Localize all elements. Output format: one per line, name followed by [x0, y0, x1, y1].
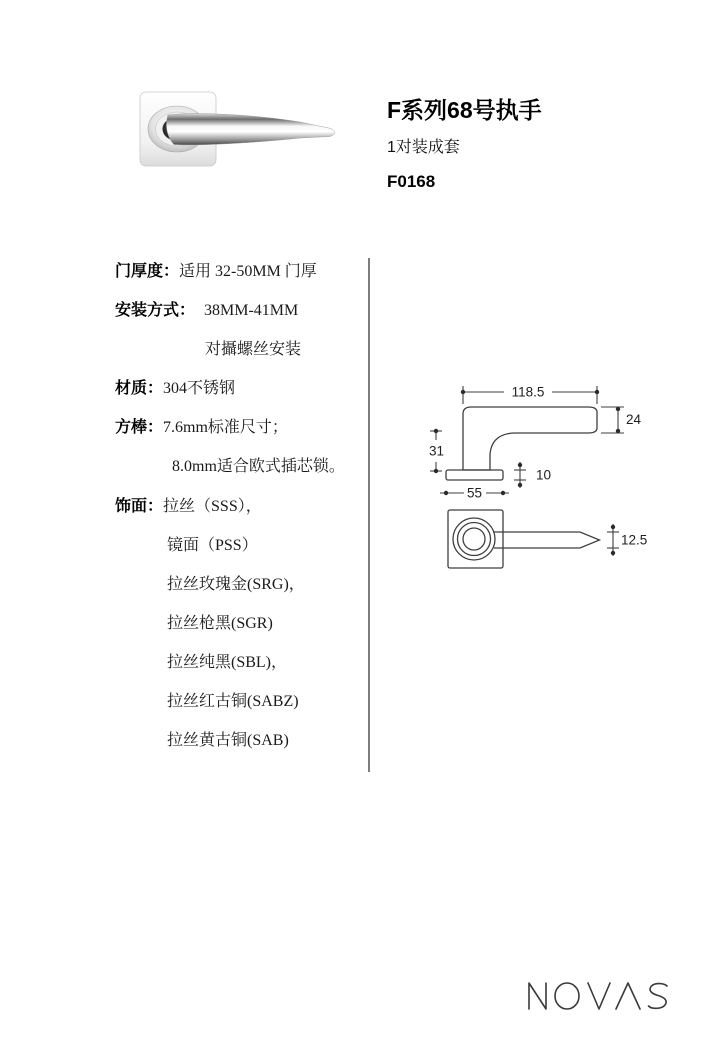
- logo-letter-a: [616, 983, 640, 1009]
- drawing-front-lever: [494, 532, 600, 548]
- spec-list: [115, 252, 367, 760]
- spec-label: 材质：: [115, 380, 164, 398]
- spec-value: 对攝螺丝安装: [205, 341, 302, 359]
- logo-letter-o: [555, 983, 579, 1009]
- dim-rose-thickness: 10: [536, 467, 552, 483]
- brand-logo: [527, 982, 675, 1010]
- title-block: [387, 97, 542, 191]
- spec-row-door-thickness: [115, 252, 367, 291]
- vertical-divider: [368, 258, 370, 772]
- spec-row-finish: [115, 487, 367, 526]
- logo-letter-v: [588, 983, 610, 1009]
- spec-value: 拉丝（SSS），: [163, 497, 262, 515]
- dim-rose-width: 55: [466, 485, 483, 501]
- spec-row-finish-sab: [115, 721, 367, 760]
- spec-value: 拉丝黄古铜(SAB): [167, 732, 289, 750]
- spec-label: 饰面：: [115, 497, 164, 515]
- dim-overall-length: 118.5: [511, 384, 545, 400]
- page-subtitle: 1对装成套: [387, 139, 460, 156]
- spec-row-finish-sbl: [115, 643, 367, 682]
- product-photo: [128, 84, 343, 176]
- drawing-front-circle-outer: [453, 518, 495, 560]
- spec-row-finish-sgr: [115, 604, 367, 643]
- technical-drawing: [420, 378, 720, 578]
- spec-label: 安装方式：: [115, 302, 196, 320]
- spec-label: 方棒：: [115, 419, 164, 437]
- dim-neck-height: 31: [428, 443, 445, 459]
- spec-row-install-method: [115, 291, 367, 330]
- spec-value: 拉丝红古铜(SABZ): [167, 693, 299, 711]
- spec-value: 拉丝玫瑰金(SRG)，: [167, 575, 305, 593]
- spec-row-spindle: [115, 408, 367, 447]
- drawing-side-lever: [463, 407, 597, 470]
- spec-row-spindle-2: [115, 447, 367, 486]
- logo-letter-s: [649, 984, 668, 1009]
- spec-row-finish-sabz: [115, 682, 367, 721]
- dim-grip-height: 24: [626, 412, 642, 427]
- model-number: F0168: [387, 172, 436, 191]
- spec-value: 38MM-41MM: [204, 302, 299, 320]
- spec-value: 镜面（PSS）: [167, 536, 258, 554]
- drawing-side-rose: [446, 470, 503, 480]
- spec-value: 拉丝纯黑(SBL)，: [167, 653, 288, 671]
- spec-value: 304不锈钢: [163, 380, 236, 398]
- page-title: F系列68号执手: [387, 97, 542, 123]
- logo-letter-n: [529, 983, 546, 1009]
- spec-value: 适用 32-50MM 门厚: [179, 263, 317, 280]
- dimension-lines: [430, 386, 624, 556]
- dim-lever-thickness: 12.5: [621, 532, 648, 548]
- drawing-front-circle-inner: [463, 528, 485, 550]
- spec-value: 拉丝枪黑(SGR): [167, 614, 273, 632]
- spec-value: 7.6mm标准尺寸；: [163, 419, 288, 437]
- spec-row-finish-pss: [115, 526, 367, 565]
- spec-row-finish-srg: [115, 565, 367, 604]
- spec-label: 门厚度：: [115, 263, 180, 280]
- spec-row-install-method-2: [115, 330, 367, 369]
- dimension-dots: [434, 390, 620, 555]
- spec-value: 8.0mm适合欧式插芯锁。: [172, 458, 345, 476]
- spec-row-material: [115, 369, 367, 408]
- photo-lever: [166, 114, 334, 145]
